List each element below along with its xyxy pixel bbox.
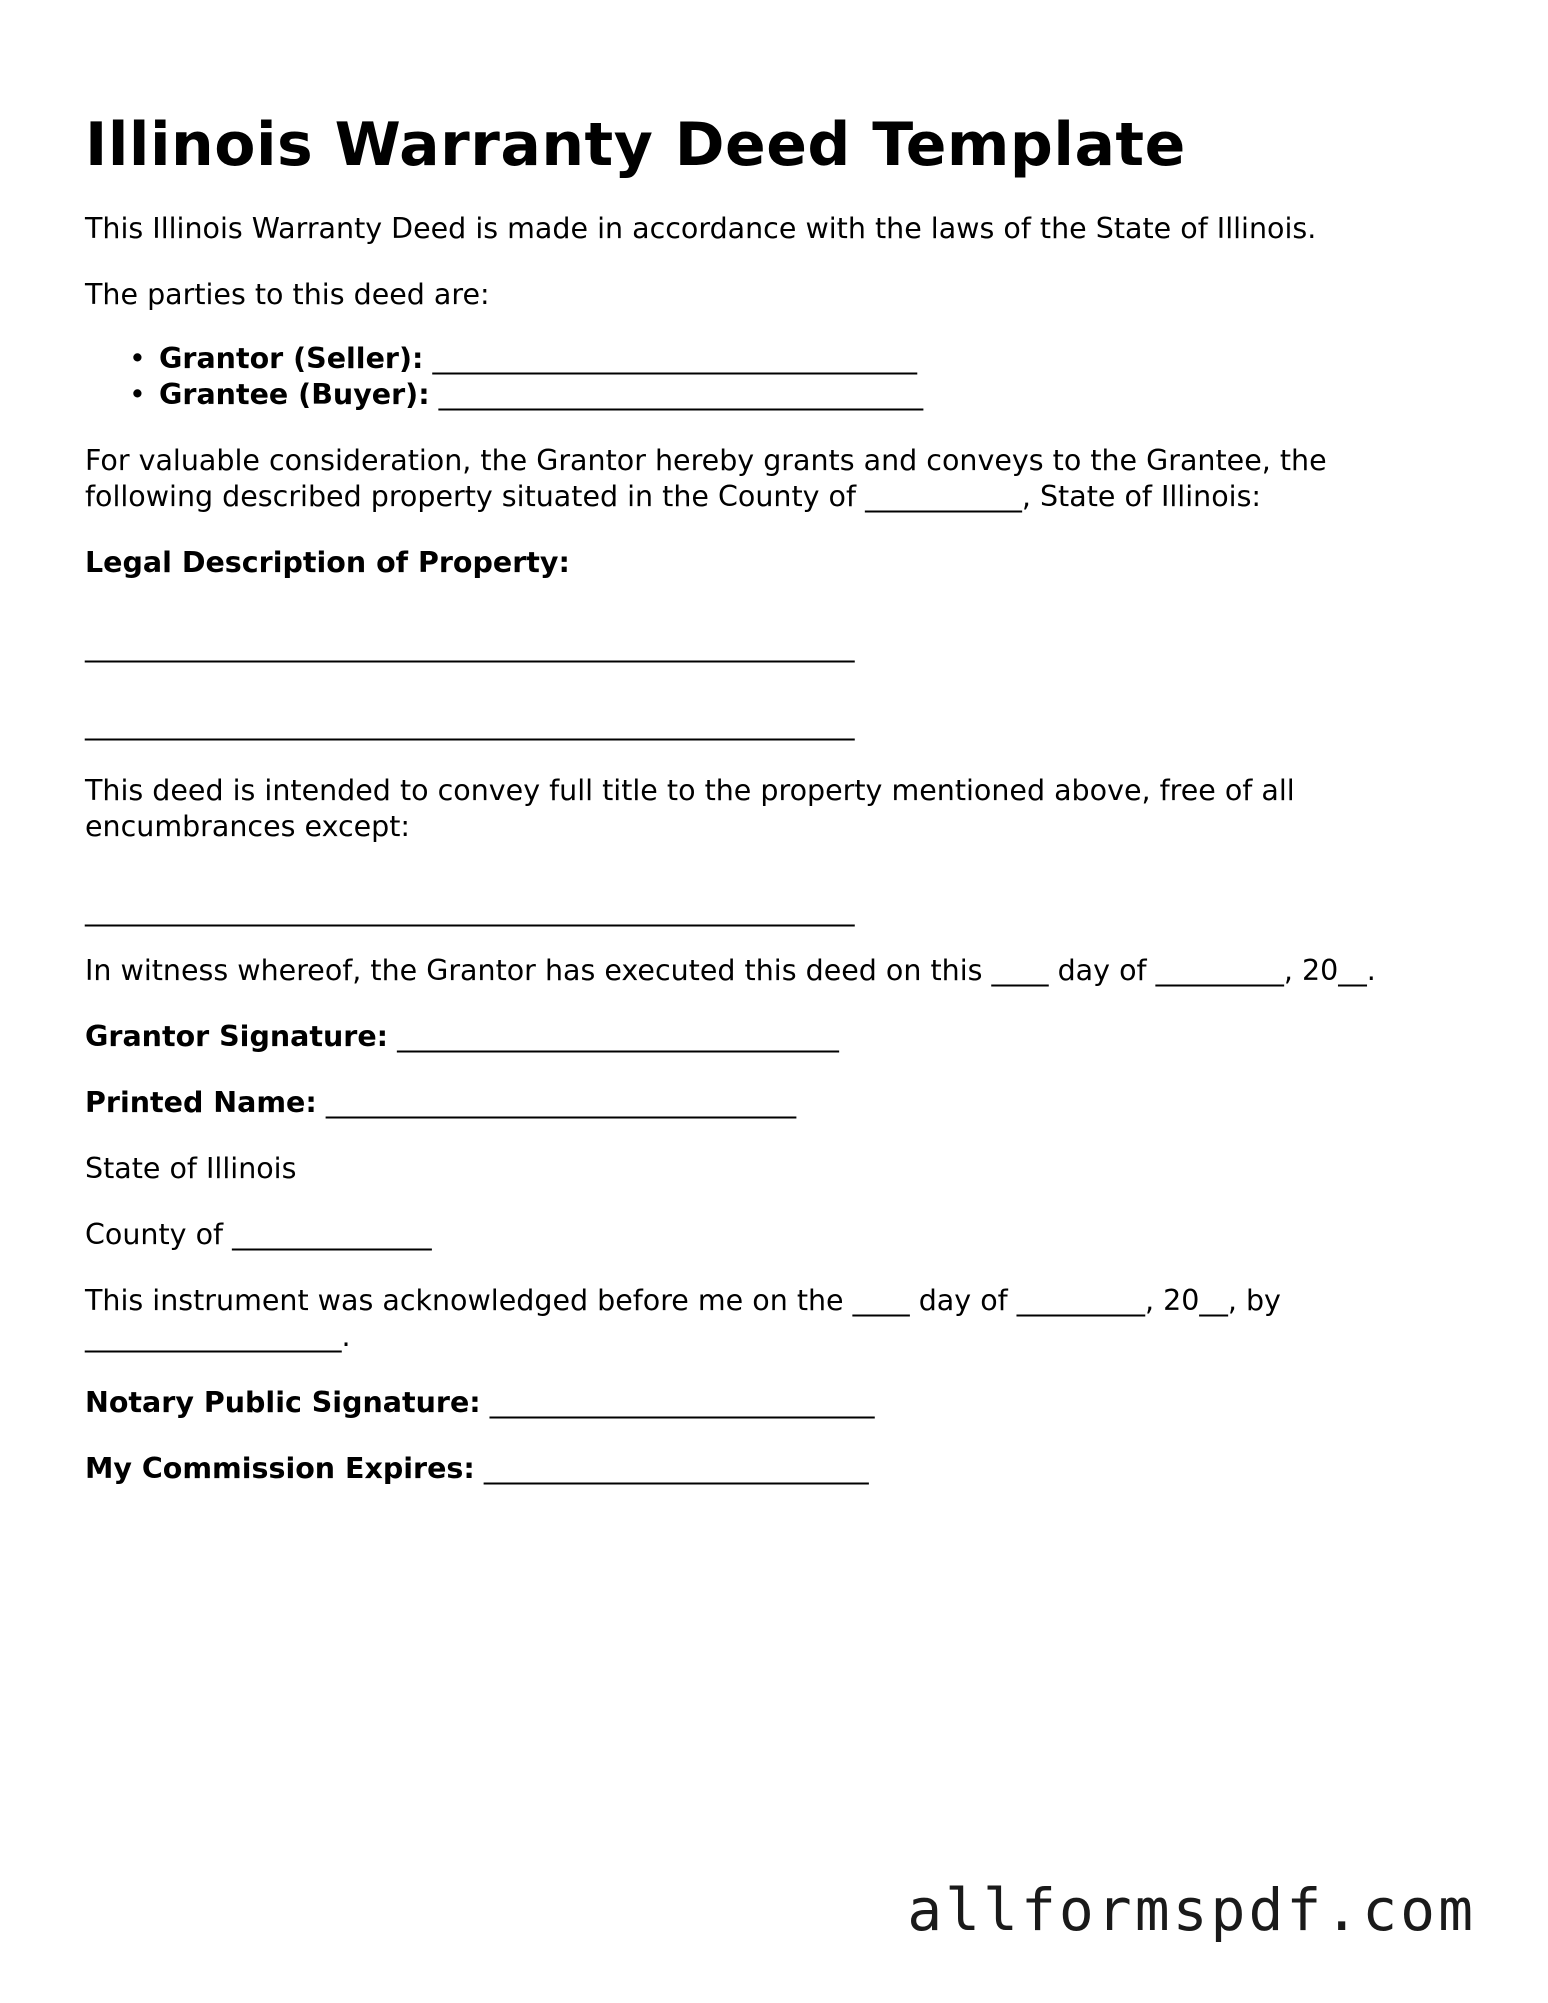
grantor-signature-blank[interactable]: _______________________________ bbox=[397, 1020, 839, 1053]
printed-name-label: Printed Name: bbox=[85, 1086, 317, 1119]
intro-paragraph: This Illinois Warranty Deed is made in accordance with the laws of the State of Illinois. bbox=[85, 212, 1317, 245]
county-line: County of ______________ bbox=[85, 1218, 432, 1251]
commission-expires-line bbox=[85, 1451, 1425, 1487]
grantee-blank[interactable]: __________________________________ bbox=[438, 378, 924, 411]
bullet-icon: • bbox=[129, 378, 146, 411]
watermark: allformspdf.com bbox=[907, 1876, 1476, 1944]
notary-signature-line bbox=[85, 1385, 1425, 1421]
parties-list bbox=[85, 341, 1425, 413]
state-line: State of Illinois bbox=[85, 1152, 297, 1185]
deed-document bbox=[85, 105, 1425, 1517]
parties-intro: The parties to this deed are: bbox=[85, 278, 490, 311]
acknowledgment-paragraph: This instrument was acknowledged before me on the ____ day of _________, 20__, by __________________. bbox=[85, 1284, 1281, 1353]
printed-name-blank[interactable]: _________________________________ bbox=[325, 1086, 797, 1119]
list-item bbox=[129, 341, 1425, 377]
legal-description-heading: Legal Description of Property: bbox=[85, 546, 570, 579]
consideration-paragraph: For valuable consideration, the Grantor hereby grants and conveys to the Grantee, the following described property situated in the County of ___________, State of Illinois: bbox=[85, 444, 1327, 513]
grantor-label: Grantor (Seller): bbox=[159, 342, 424, 375]
notary-signature-blank[interactable]: ___________________________ bbox=[489, 1386, 875, 1419]
page-title: Illinois Warranty Deed Template bbox=[85, 110, 1186, 180]
commission-expires-label: My Commission Expires: bbox=[85, 1452, 475, 1485]
notary-signature-label: Notary Public Signature: bbox=[85, 1386, 481, 1419]
grantor-signature-line bbox=[85, 1019, 1425, 1055]
bullet-icon: • bbox=[129, 342, 146, 375]
encumbrances-line[interactable]: ______________________________________________________ bbox=[85, 894, 855, 927]
witness-paragraph: In witness whereof, the Grantor has executed this deed on this ____ day of _________, 20__. bbox=[85, 954, 1376, 987]
list-item bbox=[129, 377, 1425, 413]
grantor-blank[interactable]: __________________________________ bbox=[432, 342, 917, 375]
legal-description-line-2[interactable]: ______________________________________________________ bbox=[85, 708, 855, 741]
grantee-label: Grantee (Buyer): bbox=[159, 378, 430, 411]
encumbrances-paragraph: This deed is intended to convey full title to the property mentioned above, free of all encumbrances except: bbox=[85, 774, 1295, 843]
grantor-signature-label: Grantor Signature: bbox=[85, 1020, 389, 1053]
printed-name-line bbox=[85, 1085, 1425, 1121]
legal-description-line-1[interactable]: ______________________________________________________ bbox=[85, 630, 855, 663]
commission-expires-blank[interactable]: ___________________________ bbox=[483, 1452, 869, 1485]
